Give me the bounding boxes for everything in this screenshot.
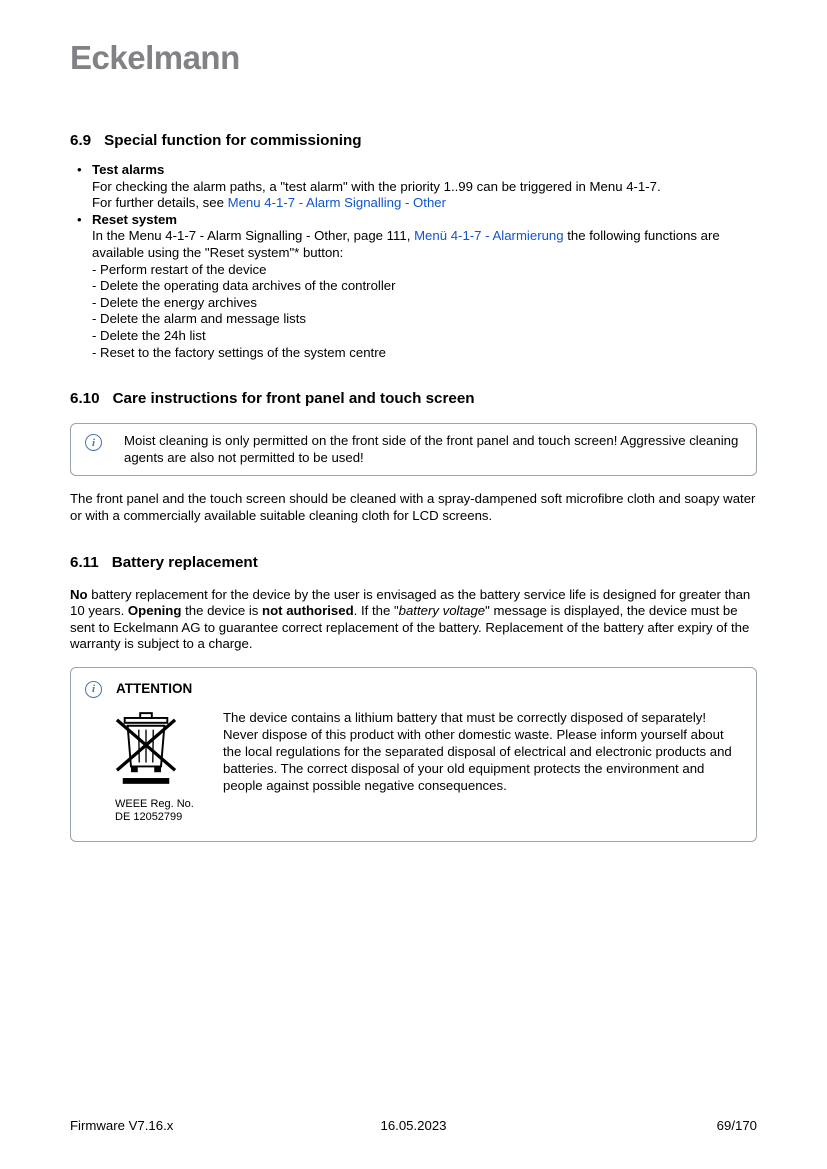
bullet-title: • Test alarms: [92, 162, 165, 177]
text-segment: . If the ": [353, 603, 399, 619]
care-paragraph: The front panel and the touch screen should be cleaned with a spray-dampened soft microfibre cloth and soapy water or with a commercially available suitable cleaning cloth for LCD screens.: [70, 491, 756, 523]
text-segment: the device is: [181, 603, 263, 619]
attention-content: [85, 710, 742, 825]
section-heading-commissioning: [70, 132, 757, 150]
info-icon-glyph: i: [91, 683, 96, 696]
bullet-text: [92, 195, 757, 212]
note-text: Moist cleaning is only permitted on the front side of the front panel and touch screen! Aggressive cleaning agents are also not permitted to be used!: [124, 433, 739, 465]
page-footer: [70, 1118, 757, 1133]
footer-date: 16.05.2023: [380, 1118, 447, 1133]
attention-label: ATTENTION: [116, 681, 193, 697]
bullet-text: For checking the alarm paths, a "test alarm" with the priority 1..99 can be triggered in Menu 4-1-7.: [92, 178, 661, 194]
text-segment-italic: battery voltage: [398, 603, 486, 619]
info-icon: [85, 681, 102, 698]
section-title: Care instructions for front panel and touch screen: [112, 390, 475, 408]
section-number: 6.11: [70, 553, 99, 571]
weee-crossed-bin-icon: [115, 710, 177, 786]
attention-body-text: The device contains a lithium battery that must be correctly disposed of separately! Never dispose of this product with other domestic waste. Please inform yourself about the local regulations for the separated disposal of electrical and electronic products and batteries. The correct disposal of your old equipment protects the environment and people against possible negative consequences.: [223, 709, 732, 793]
section-heading-care: [70, 390, 757, 408]
bullet-text: [92, 228, 757, 261]
bullet-reset-system: [70, 212, 757, 361]
section-title: Special function for commissioning: [104, 132, 362, 149]
weee-caption-line: WEEE Reg. No.: [115, 797, 194, 810]
section-number: 6.9: [70, 132, 92, 149]
cross-reference-link[interactable]: Menü 4-1-7 - Alarmierung: [414, 228, 564, 244]
footer-page-number: 69/170: [716, 1118, 757, 1133]
section-heading-battery: [70, 554, 757, 572]
bullet-test-alarms: [70, 162, 757, 212]
cross-reference-link[interactable]: Menu 4-1-7 - Alarm Signalling - Other: [227, 195, 447, 211]
reset-list-item: - Delete the 24h list: [92, 327, 206, 343]
text-segment-bold: not authorised: [262, 603, 354, 619]
reset-list-item: - Delete the energy archives: [92, 294, 257, 310]
section-title: Battery replacement: [111, 553, 258, 571]
text-segment: " message is displayed, the device must be sent to Eckelmann AG to guarantee correct replacement of the battery. Replacement of the battery after expiry of the warranty is subject to a charge.: [70, 603, 750, 652]
reset-list-item: - Delete the operating data archives of the controller: [92, 278, 396, 294]
reset-list-item: - Perform restart of the device: [92, 261, 267, 277]
reset-list-item: - Reset to the factory settings of the system centre: [92, 344, 386, 360]
text-segment-bold: No: [70, 586, 88, 602]
attention-box: [70, 667, 757, 842]
section-number: 6.10: [70, 390, 100, 408]
weee-caption-line: DE 12052799: [115, 811, 183, 824]
weee-caption: [115, 798, 211, 825]
text-segment: the following functions are available using the "Reset system"* button:: [92, 228, 720, 260]
battery-paragraph: [70, 587, 757, 653]
attention-header: [85, 680, 742, 698]
weee-symbol-block: [85, 710, 211, 825]
info-icon-glyph: i: [91, 436, 96, 449]
reset-list-item: - Delete the alarm and message lists: [92, 311, 307, 327]
footer-firmware-version: Firmware V7.16.x: [70, 1118, 174, 1133]
info-icon: [85, 434, 102, 451]
text-segment: battery replacement for the device by the user is envisaged as the battery service life is designed for greater than 10 years.: [70, 586, 751, 619]
text-segment: For further details, see: [92, 195, 228, 211]
eckelmann-logo: Eckelmann: [70, 39, 240, 76]
commissioning-bullet-list: [70, 162, 757, 361]
bullet-title: • Reset system: [92, 211, 178, 227]
info-note-box: [70, 423, 757, 476]
text-segment-bold: Opening: [127, 603, 182, 619]
text-segment: In the Menu 4-1-7 - Alarm Signalling - Other, page 111,: [92, 228, 415, 244]
